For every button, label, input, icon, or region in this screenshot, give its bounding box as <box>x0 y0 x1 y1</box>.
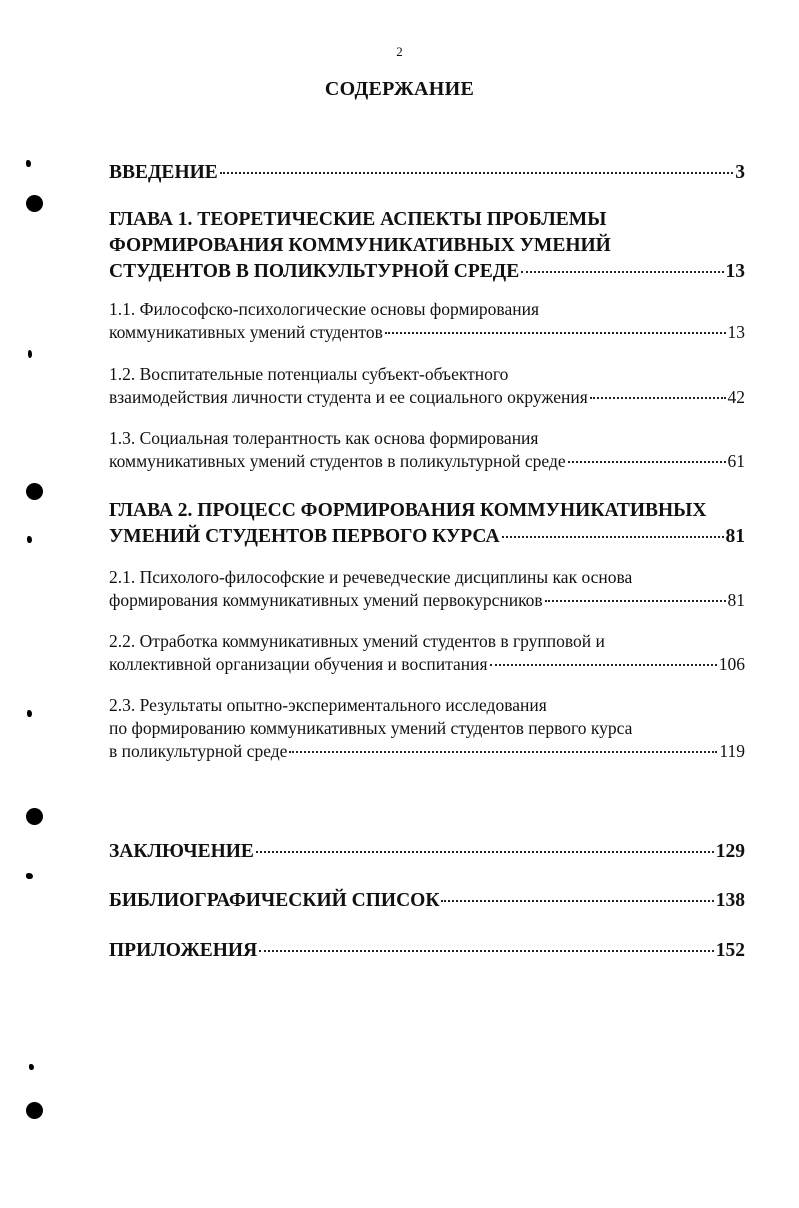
toc-page-number: 3 <box>735 162 745 183</box>
toc-page-number: 42 <box>727 387 745 407</box>
toc-entry-section-2-2[interactable] <box>109 630 745 676</box>
toc-entry-section-1-2[interactable] <box>109 363 745 409</box>
scan-speck <box>29 1064 34 1070</box>
toc-entry-title-line: по формированию коммуникативных умений студентов первого курса <box>109 718 633 738</box>
toc-entry-chapter-2[interactable] <box>109 498 745 550</box>
dot-leader <box>385 332 726 334</box>
toc-entry-appendices[interactable] <box>109 938 745 964</box>
punch-hole <box>26 1102 43 1119</box>
dot-leader <box>521 271 723 273</box>
toc-entry-title: БИБЛИОГРАФИЧЕСКИЙ СПИСОК <box>109 890 440 911</box>
dot-leader <box>502 536 724 538</box>
dot-leader <box>490 664 717 666</box>
toc-page-number: 129 <box>715 841 745 862</box>
dot-leader <box>545 600 726 602</box>
toc-page-number: 138 <box>715 890 745 911</box>
dot-leader <box>259 950 714 952</box>
scan-speck <box>26 160 31 167</box>
dot-leader <box>441 900 713 902</box>
dot-leader <box>256 851 714 853</box>
toc-entry-title-line: 2.3. Результаты опытно-экспериментального исследования <box>109 695 547 715</box>
toc-entry-title-line: 1.2. Воспитательные потенциалы субъект-объектного <box>109 364 509 384</box>
toc-entry-title: ПРИЛОЖЕНИЯ <box>109 940 258 961</box>
toc-entry-title-line: коммуникативных умений студентов <box>109 322 383 342</box>
toc-page-number: 119 <box>719 741 745 761</box>
toc-entry-bibliography[interactable] <box>109 888 745 914</box>
scan-speck <box>28 350 32 358</box>
punch-hole <box>26 483 43 500</box>
toc-entry-title-line: ГЛАВА 2. ПРОЦЕСС ФОРМИРОВАНИЯ КОММУНИКАТИВНЫХ <box>109 500 707 521</box>
toc-entry-title-line: коллективной организации обучения и воспитания <box>109 654 488 674</box>
toc-page-number: 106 <box>718 654 745 674</box>
toc-entry-intro[interactable] <box>109 160 745 186</box>
toc-entry-title-line: 1.3. Социальная толерантность как основа формирования <box>109 428 539 448</box>
toc-entry-title: ВВЕДЕНИЕ <box>109 162 218 183</box>
toc-entry-title-line: СТУДЕНТОВ В ПОЛИКУЛЬТУРНОЙ СРЕДЕ <box>109 261 520 282</box>
toc-entry-section-1-1[interactable] <box>109 298 745 344</box>
toc-page-number: 61 <box>727 451 745 471</box>
toc-entry-title-line: взаимодействия личности студента и ее социального окружения <box>109 387 588 407</box>
scan-speck <box>27 536 32 543</box>
toc-entry-section-1-3[interactable] <box>109 427 745 473</box>
toc-page-number: 81 <box>725 526 745 547</box>
toc-entry-title-line: формирования коммуникативных умений первокурсников <box>109 590 543 610</box>
dot-leader <box>568 461 726 463</box>
scan-speck <box>27 710 32 717</box>
toc-entry-title-line: коммуникативных умений студентов в поликультурной среде <box>109 451 566 471</box>
toc-page-number: 13 <box>727 322 745 342</box>
punch-hole <box>26 195 43 212</box>
page-number: 2 <box>396 44 403 59</box>
dot-leader <box>289 751 717 753</box>
page-title: СОДЕРЖАНИЕ <box>324 78 475 100</box>
toc-entry-title-line: 1.1. Философско-психологические основы формирования <box>109 299 540 319</box>
toc-page-number: 81 <box>727 590 745 610</box>
toc-entry-title-line: УМЕНИЙ СТУДЕНТОВ ПЕРВОГО КУРСА <box>109 526 500 547</box>
toc-entry-section-2-1[interactable] <box>109 566 745 612</box>
toc-entry-conclusion[interactable] <box>109 839 745 865</box>
punch-hole <box>26 808 43 825</box>
toc-entry-title-line: ГЛАВА 1. ТЕОРЕТИЧЕСКИЕ АСПЕКТЫ ПРОБЛЕМЫ <box>109 209 607 230</box>
toc-entry-title-line: 2.1. Психолого-философские и речеведческие дисциплины как основа <box>109 567 633 587</box>
toc-page-number: 152 <box>715 940 745 961</box>
toc-entry-section-2-3[interactable] <box>109 694 745 763</box>
toc-entry-title-line: 2.2. Отработка коммуникативных умений студентов в групповой и <box>109 631 605 651</box>
toc-entry-title: ЗАКЛЮЧЕНИЕ <box>109 841 254 862</box>
toc-entry-chapter-1[interactable] <box>109 207 745 285</box>
toc-entry-title-line: в поликультурной среде <box>109 741 288 761</box>
dot-leader <box>220 172 733 174</box>
toc-page-number: 13 <box>725 261 745 282</box>
toc-entry-title-line: ФОРМИРОВАНИЯ КОММУНИКАТИВНЫХ УМЕНИЙ <box>109 235 611 256</box>
dot-leader <box>590 397 726 399</box>
scan-speck <box>26 873 33 879</box>
